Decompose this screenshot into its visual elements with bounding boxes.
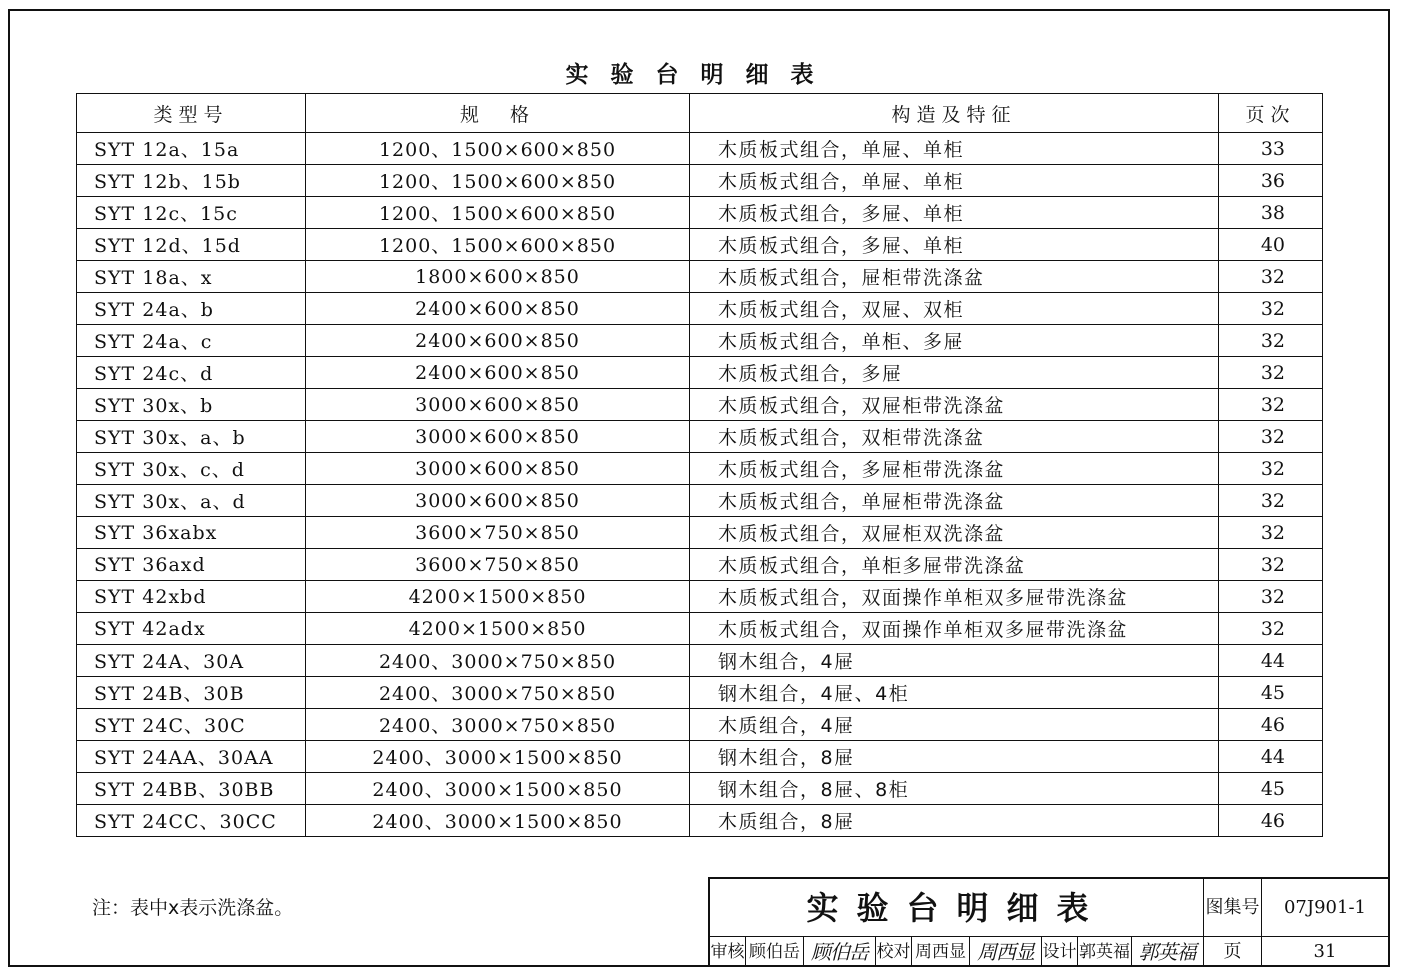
cell-spec: 2400、3000×750×850 [306, 677, 690, 709]
cell-spec: 2400×600×850 [306, 357, 690, 389]
cell-page: 32 [1219, 293, 1323, 325]
cell-spec: 1200、1500×600×850 [306, 165, 690, 197]
table-row [77, 197, 1323, 229]
cell-type: SYT 30x、c、d [77, 453, 306, 485]
cell-type: SYT 24CC、30CC [77, 805, 306, 837]
cell-page: 32 [1219, 485, 1323, 517]
cell-feature: 木质板式组合，屉柜带洗涤盆 [690, 261, 1219, 293]
table-row [77, 165, 1323, 197]
cell-page: 44 [1219, 645, 1323, 677]
cell-spec: 3600×750×850 [306, 549, 690, 581]
cell-feature: 木质板式组合，单柜多屉带洗涤盆 [690, 549, 1219, 581]
cell-page: 44 [1219, 741, 1323, 773]
table-row [77, 709, 1323, 741]
cell-spec: 4200×1500×850 [306, 613, 690, 645]
cell-type: SYT 12b、15b [77, 165, 306, 197]
cell-feature: 木质板式组合，双面操作单柜双多屉带洗涤盆 [690, 613, 1219, 645]
cell-type: SYT 18a、x [77, 261, 306, 293]
cell-feature: 木质板式组合，单屉、单柜 [690, 133, 1219, 165]
cell-page: 46 [1219, 709, 1323, 741]
cell-page: 32 [1219, 517, 1323, 549]
page-label: 页 [1204, 937, 1262, 967]
cell-spec: 2400、3000×750×850 [306, 709, 690, 741]
table-note: 注：表中x表示洗涤盆。 [92, 897, 294, 919]
cell-feature: 木质板式组合，双屉柜带洗涤盆 [690, 389, 1219, 421]
cell-feature: 木质板式组合，单屉柜带洗涤盆 [690, 485, 1219, 517]
document-title: 实验台明细表 [565, 62, 836, 88]
atlas-number: 07J901-1 [1262, 879, 1388, 937]
cell-type: SYT 30x、b [77, 389, 306, 421]
table-row [77, 389, 1323, 421]
table-row [77, 229, 1323, 261]
designer-signature: 郭英福 [1138, 940, 1196, 964]
spec-table [76, 93, 1323, 837]
cell-type: SYT 12c、15c [77, 197, 306, 229]
cell-feature: 钢木组合，4屉、4柜 [690, 677, 1219, 709]
table-row [77, 453, 1323, 485]
table-row [77, 773, 1323, 805]
check-label: 校对 [876, 937, 912, 967]
table-row [77, 613, 1323, 645]
cell-page: 32 [1219, 389, 1323, 421]
cell-spec: 3000×600×850 [306, 453, 690, 485]
table-row [77, 645, 1323, 677]
cell-feature: 钢木组合，4屉 [690, 645, 1219, 677]
cell-spec: 1200、1500×600×850 [306, 229, 690, 261]
table-row [77, 581, 1323, 613]
cell-type: SYT 24c、d [77, 357, 306, 389]
cell-spec: 4200×1500×850 [306, 581, 690, 613]
cell-feature: 木质组合，8屉 [690, 805, 1219, 837]
page-number: 31 [1313, 941, 1337, 962]
cell-type: SYT 36xabx [77, 517, 306, 549]
cell-feature: 木质板式组合，双屉柜双洗涤盆 [690, 517, 1219, 549]
table-row [77, 293, 1323, 325]
title-block-title: 实验台明细表 [710, 879, 1204, 937]
cell-type: SYT 24BB、30BB [77, 773, 306, 805]
cell-type: SYT 30x、a、d [77, 485, 306, 517]
cell-type: SYT 24a、c [77, 325, 306, 357]
cell-feature: 木质板式组合，多屉、单柜 [690, 229, 1219, 261]
cell-page: 32 [1219, 421, 1323, 453]
cell-spec: 2400×600×850 [306, 293, 690, 325]
cell-page: 32 [1219, 581, 1323, 613]
table-row [77, 133, 1323, 165]
cell-page: 32 [1219, 549, 1323, 581]
cell-feature: 钢木组合，8屉、8柜 [690, 773, 1219, 805]
cell-page: 32 [1219, 453, 1323, 485]
cell-spec: 1200、1500×600×850 [306, 197, 690, 229]
cell-spec: 2400、3000×750×850 [306, 645, 690, 677]
table-row [77, 357, 1323, 389]
header-type: 类型号 [77, 94, 306, 133]
cell-spec: 3000×600×850 [306, 389, 690, 421]
cell-feature: 木质板式组合，双面操作单柜双多屉带洗涤盆 [690, 581, 1219, 613]
cell-feature: 木质组合，4屉 [690, 709, 1219, 741]
cell-type: SYT 42adx [77, 613, 306, 645]
table-row [77, 421, 1323, 453]
checker-name: 周西显 [912, 937, 970, 967]
cell-type: SYT 12a、15a [77, 133, 306, 165]
cell-type: SYT 12d、15d [77, 229, 306, 261]
table-row [77, 485, 1323, 517]
atlas-label: 图集号 [1204, 879, 1262, 937]
cell-type: SYT 24A、30A [77, 645, 306, 677]
cell-type: SYT 36axd [77, 549, 306, 581]
cell-spec: 3600×750×850 [306, 517, 690, 549]
design-label: 设计 [1042, 937, 1078, 967]
cell-spec: 2400、3000×1500×850 [306, 741, 690, 773]
cell-spec: 2400×600×850 [306, 325, 690, 357]
table-header-row [77, 94, 1323, 133]
cell-feature: 木质板式组合，多屉 [690, 357, 1219, 389]
cell-spec: 1800×600×850 [306, 261, 690, 293]
cell-type: SYT 24B、30B [77, 677, 306, 709]
table-row [77, 549, 1323, 581]
cell-type: SYT 24AA、30AA [77, 741, 306, 773]
table-row [77, 805, 1323, 837]
cell-spec: 2400、3000×1500×850 [306, 805, 690, 837]
cell-feature: 钢木组合，8屉 [690, 741, 1219, 773]
table-row [77, 325, 1323, 357]
cell-page: 46 [1219, 805, 1323, 837]
cell-feature: 木质板式组合，双柜带洗涤盆 [690, 421, 1219, 453]
review-label: 审核 [710, 937, 746, 967]
table-row [77, 741, 1323, 773]
cell-page: 36 [1219, 165, 1323, 197]
table-row [77, 261, 1323, 293]
cell-page: 38 [1219, 197, 1323, 229]
checker-signature: 周西显 [970, 937, 1042, 967]
reviewer-signature: 顾伯岳 [804, 937, 876, 967]
cell-feature: 木质板式组合，单柜、多屉 [690, 325, 1219, 357]
cell-feature: 木质板式组合，双屉、双柜 [690, 293, 1219, 325]
cell-spec: 2400、3000×1500×850 [306, 773, 690, 805]
cell-type: SYT 24a、b [77, 293, 306, 325]
cell-page: 40 [1219, 229, 1323, 261]
title-block [708, 877, 1390, 967]
cell-spec: 3000×600×850 [306, 421, 690, 453]
reviewer-name: 顾伯岳 [746, 937, 804, 967]
header-feature: 构造及特征 [690, 94, 1219, 133]
cell-type: SYT 24C、30C [77, 709, 306, 741]
table-row [77, 517, 1323, 549]
cell-page: 32 [1219, 261, 1323, 293]
cell-type: SYT 30x、a、b [77, 421, 306, 453]
cell-page: 33 [1219, 133, 1323, 165]
cell-page: 32 [1219, 613, 1323, 645]
cell-feature: 木质板式组合，多屉柜带洗涤盆 [690, 453, 1219, 485]
cell-page: 32 [1219, 325, 1323, 357]
table-row [77, 677, 1323, 709]
cell-page: 45 [1219, 773, 1323, 805]
signature-row [710, 937, 1204, 967]
cell-feature: 木质板式组合，单屉、单柜 [690, 165, 1219, 197]
cell-feature: 木质板式组合，多屉、单柜 [690, 197, 1219, 229]
designer-name: 郭英福 [1078, 937, 1132, 967]
cell-spec: 3000×600×850 [306, 485, 690, 517]
cell-type: SYT 42xbd [77, 581, 306, 613]
header-spec: 规 格 [306, 94, 690, 133]
cell-page: 32 [1219, 357, 1323, 389]
cell-page: 45 [1219, 677, 1323, 709]
header-page: 页次 [1219, 94, 1323, 133]
cell-spec: 1200、1500×600×850 [306, 133, 690, 165]
